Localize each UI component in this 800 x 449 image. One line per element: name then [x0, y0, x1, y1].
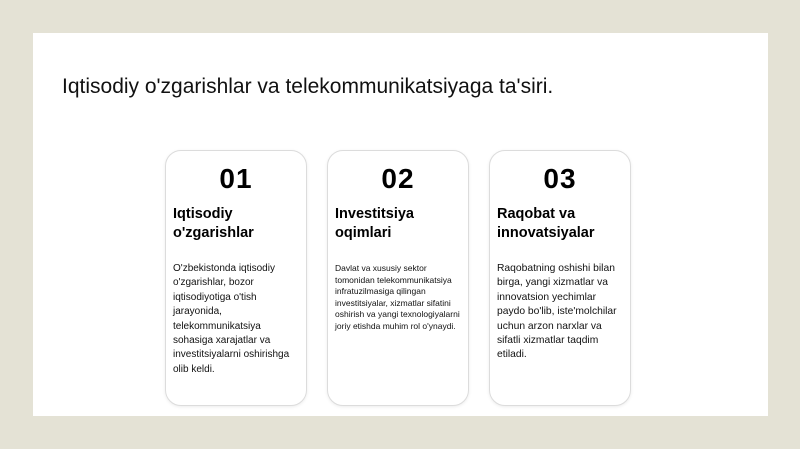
card-economic-changes: [165, 150, 307, 406]
card-heading: Iqtisodiy o'zgarishlar: [173, 206, 254, 241]
card-competition-innovation: [489, 150, 631, 406]
card-number: 02: [381, 163, 415, 194]
card-number: 01: [219, 163, 253, 194]
slide-title: Iqtisodiy o'zgarishlar va telekommunikatsiyaga ta'siri.: [62, 75, 554, 98]
slide: [33, 33, 768, 416]
card-heading: Raqobat va innovatsiyalar: [497, 206, 595, 241]
card-heading: Investitsiya oqimlari: [335, 206, 414, 241]
card-number: 03: [543, 163, 577, 194]
card-body: O'zbekistonda iqtisodiy o'zgarishlar, bozor iqtisodiyotiga o'tish jarayonida, telekommunikatsiya sohasiga xarajatlar va investitsiyalarni oshirishga olib keldi.: [173, 263, 290, 375]
card-body: Davlat va xususiy sektor tomonidan telekommunikatsiya infratuzilmasiga qilingan investitsiyalar, xizmatlar sifatini oshirish va yangi texnologiyalarni joriy etishda muhim rol o'ynaydi.: [335, 263, 460, 331]
card-investment-flows: [327, 150, 469, 406]
card-body: Raqobatning oshishi bilan birga, yangi xizmatlar va innovatsion yechimlar paydo bo'lib, iste'molchilar uchun arzon narxlar va sifatli xizmatlar taqdim etiladi.: [497, 263, 617, 361]
